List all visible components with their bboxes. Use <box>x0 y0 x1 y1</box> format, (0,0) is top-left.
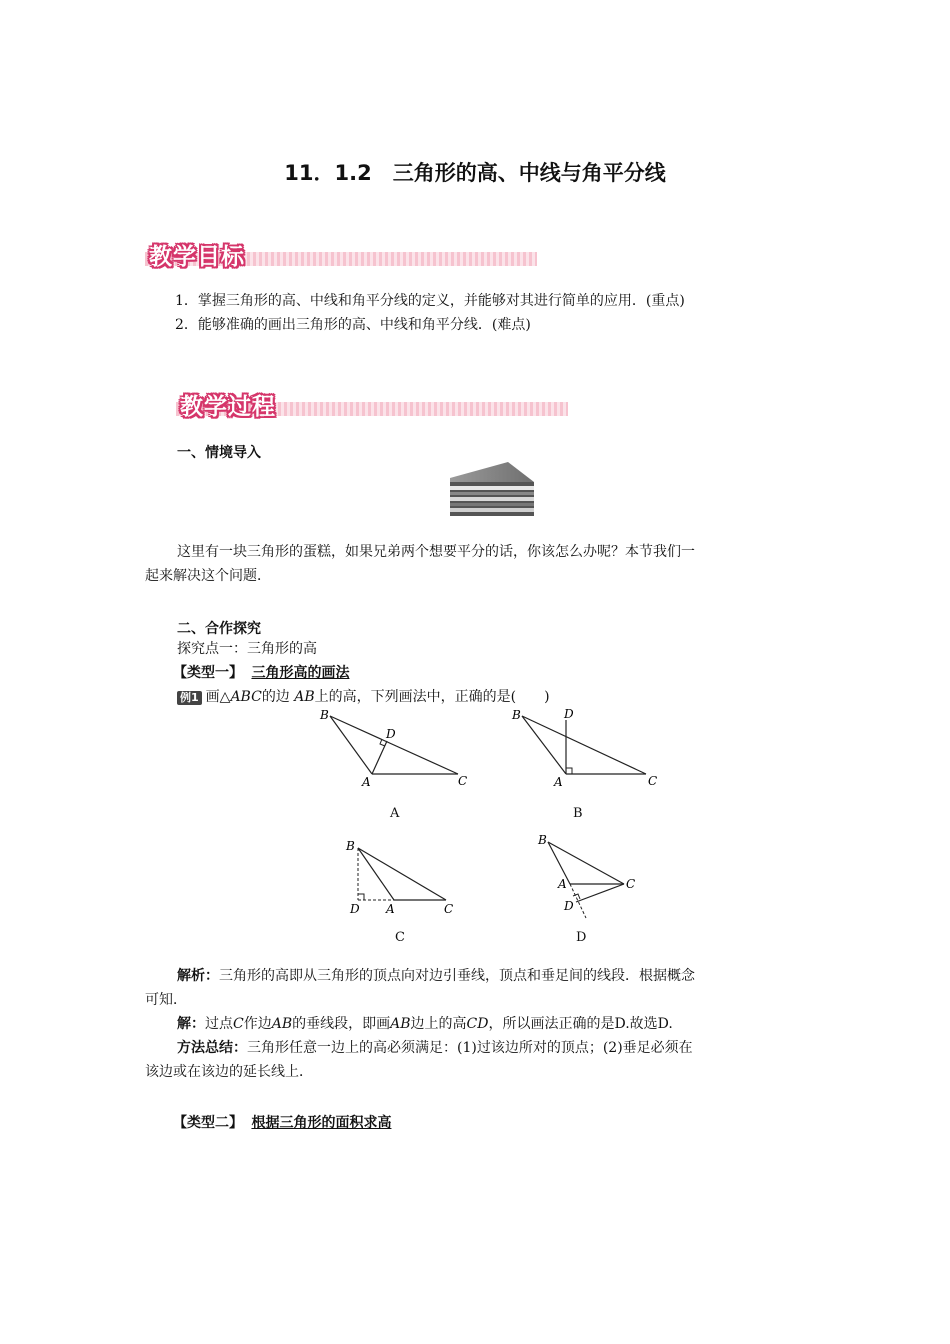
example-text: 的边 <box>261 689 295 705</box>
method-text: 该边或在该边的延长线上． <box>145 1064 313 1080</box>
solution-var: C <box>233 1016 244 1032</box>
figure-option-b <box>508 708 668 798</box>
intro-text: 这里有一块三角形的蛋糕，如果兄弟两个想要平分的话，你该怎么办呢？本节我们一 <box>177 544 695 560</box>
objectives-banner <box>145 238 537 272</box>
page-title: 11．1.2 三角形的高、中线与角平分线 <box>284 161 666 185</box>
figure-option-c <box>340 836 470 920</box>
section-heading: 二、合作探究 <box>177 621 261 637</box>
point-label: C <box>648 774 658 788</box>
point-label: B <box>346 839 355 853</box>
explore-point: 探究点一：三角形的高 <box>177 641 317 657</box>
option-label: B <box>573 806 583 821</box>
point-label: D <box>350 902 360 916</box>
analysis-body: 三角形的高即从三角形的顶点向对边引垂线，顶点和垂足间的线段．根据概念 <box>219 968 695 984</box>
objective-item: 2．能够准确的画出三角形的高、中线和角平分线．(难点) <box>175 317 531 333</box>
cake-image <box>450 460 534 516</box>
point-label: D <box>564 708 574 721</box>
point-label: B <box>512 708 521 722</box>
method-body: 三角形任意一边上的高必须满足：(1)过该边所对的顶点；(2)垂足必须在 <box>247 1040 693 1056</box>
solution-part: ，所以画法正确的是D.故选D. <box>488 1016 673 1032</box>
type2-title: 根据三角形的面积求高 <box>251 1115 392 1131</box>
solution-label: 解： <box>177 1016 205 1032</box>
solution-var: AB <box>271 1016 293 1032</box>
option-label: A <box>390 806 400 821</box>
figure-option-d <box>530 830 650 924</box>
solution-part: 过点 <box>205 1016 233 1032</box>
method-label: 方法总结： <box>177 1040 247 1056</box>
point-label: C <box>458 774 468 788</box>
example-text: 上的高，下列画法中，正确的是( ) <box>314 689 550 705</box>
point-label: C <box>444 902 454 916</box>
example-var: AB <box>294 689 315 705</box>
example-question <box>177 686 550 708</box>
analysis-label: 解析： <box>177 968 219 984</box>
objectives-banner-label: 教学目标 <box>149 244 245 270</box>
figure-option-a <box>316 708 476 798</box>
type2-heading <box>173 1112 391 1134</box>
point-label: C <box>626 877 636 891</box>
objective-item: 1．掌握三角形的高、中线和角平分线的定义，并能够对其进行简单的应用．(重点) <box>175 293 685 309</box>
option-label: D <box>576 930 587 945</box>
point-label: B <box>538 833 547 847</box>
example-var: ABC <box>230 689 262 705</box>
solution-part: 作边 <box>243 1016 272 1032</box>
solution-part: 的垂线段，即画 <box>292 1016 391 1032</box>
solution-text <box>177 1013 673 1035</box>
type1-heading <box>173 662 349 684</box>
solution-var: CD <box>466 1016 489 1032</box>
point-label: D <box>386 727 396 741</box>
intro-text: 起来解决这个问题． <box>145 568 271 584</box>
example-text: 画△ <box>205 689 231 705</box>
point-label: B <box>320 708 329 722</box>
solution-var: AB <box>390 1016 411 1032</box>
example-badge: 例1 <box>177 691 202 705</box>
process-banner-label: 教学过程 <box>180 394 276 420</box>
point-label: A <box>386 902 395 916</box>
point-label: D <box>564 899 574 913</box>
point-label: A <box>558 877 567 891</box>
type2-bracket: 【类型二】 <box>173 1115 243 1131</box>
method-text <box>177 1037 693 1059</box>
analysis-text: 可知． <box>145 992 187 1008</box>
process-banner <box>176 388 568 422</box>
section-heading: 一、情境导入 <box>177 445 261 461</box>
option-label: C <box>395 930 405 945</box>
point-label: A <box>362 775 371 789</box>
type1-bracket: 【类型一】 <box>173 665 243 681</box>
type1-title: 三角形高的画法 <box>251 665 350 681</box>
point-label: A <box>554 775 563 789</box>
analysis-text <box>177 965 695 987</box>
solution-part: 边上的高 <box>410 1016 467 1032</box>
